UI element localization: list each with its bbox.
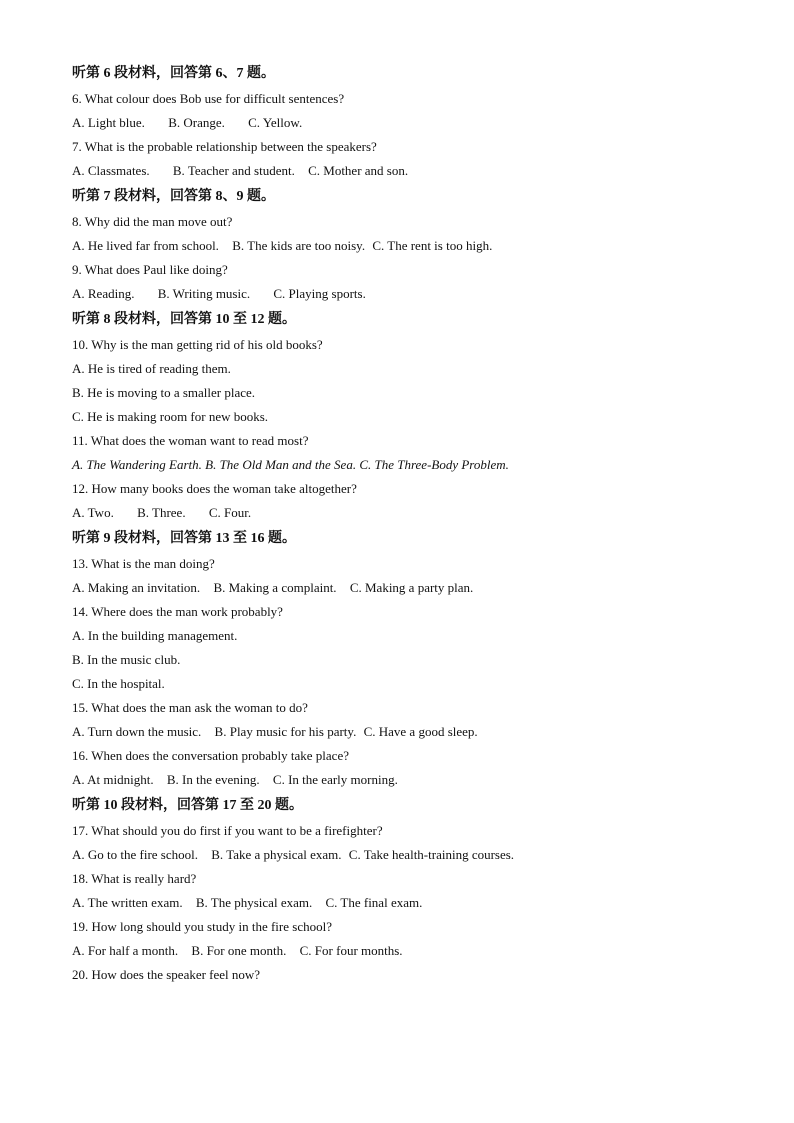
options-row	[72, 576, 732, 600]
section-heading: 听第 8 段材料，回答第 10 至 12 题。	[72, 312, 296, 327]
question: 16. When does the conversation probably take place?	[72, 748, 349, 763]
question: 18. What is really hard?	[72, 871, 197, 886]
option-b: B. The kids are too noisy.	[232, 238, 366, 253]
options-row	[72, 111, 732, 135]
option-b: B. The Old Man and the Sea.	[205, 457, 357, 472]
options-row	[72, 501, 732, 525]
option-b: B. Three.	[137, 505, 186, 520]
exam-page	[72, 60, 732, 987]
option-c: C. Yellow.	[248, 115, 303, 130]
option-b: B. Take a physical exam.	[211, 847, 342, 862]
option-c: C. The Three-Body Problem.	[359, 457, 509, 472]
option-c: C. Mother and son.	[308, 163, 409, 178]
options-row	[72, 891, 732, 915]
option-b: B. Making a complaint.	[213, 580, 337, 595]
option-a: A. In the building management.	[72, 628, 238, 643]
options-row	[72, 453, 732, 477]
options-row	[72, 720, 732, 744]
option-b: B. In the evening.	[166, 772, 260, 787]
options-row	[72, 282, 732, 306]
option-b: B. He is moving to a smaller place.	[72, 385, 256, 400]
question: 14. Where does the man work probably?	[72, 604, 283, 619]
option-a: A. The Wandering Earth.	[72, 457, 202, 472]
option-a: A. Making an invitation.	[72, 580, 201, 595]
option-c: C. Have a good sleep.	[363, 724, 478, 739]
question: 11. What does the woman want to read most?	[72, 433, 309, 448]
option-b: B. Orange.	[168, 115, 225, 130]
option-c: C. In the early morning.	[272, 772, 398, 787]
options-row	[72, 843, 732, 867]
option-a: A. He lived far from school.	[72, 238, 219, 253]
option-b: B. In the music club.	[72, 652, 181, 667]
option-a: A. Turn down the music.	[72, 724, 202, 739]
option-a: A. At midnight.	[72, 772, 154, 787]
option-b: B. Teacher and student.	[172, 163, 295, 178]
section-heading: 听第 6 段材料，回答第 6、7 题。	[72, 66, 275, 81]
option-b: B. Writing music.	[157, 286, 251, 301]
question: 17. What should you do first if you want to be a firefighter?	[72, 823, 383, 838]
options-row	[72, 768, 732, 792]
option-a: A. For half a month.	[72, 943, 179, 958]
question: 12. How many books does the woman take altogether?	[72, 481, 357, 496]
option-c: C. The final exam.	[325, 895, 423, 910]
question: 20. How does the speaker feel now?	[72, 967, 261, 982]
options-row	[72, 939, 732, 963]
option-a: A. Reading.	[72, 286, 135, 301]
option-b: B. Play music for his party.	[214, 724, 357, 739]
option-c: C. For four months.	[299, 943, 403, 958]
option-b: B. The physical exam.	[195, 895, 313, 910]
question: 19. How long should you study in the fire school?	[72, 919, 332, 934]
option-c: C. Take health-training courses.	[348, 847, 515, 862]
question: 8. Why did the man move out?	[72, 214, 233, 229]
option-c: C. Making a party plan.	[349, 580, 474, 595]
option-c: C. Four.	[208, 505, 252, 520]
option-a: A. Go to the fire school.	[72, 847, 199, 862]
section-heading: 听第 10 段材料，回答第 17 至 20 题。	[72, 798, 303, 813]
option-a: A. Classmates.	[72, 163, 150, 178]
question: 7. What is the probable relationship between the speakers?	[72, 139, 377, 154]
question: 15. What does the man ask the woman to do?	[72, 700, 308, 715]
option-a: A. Light blue.	[72, 115, 145, 130]
section-heading: 听第 7 段材料，回答第 8、9 题。	[72, 189, 275, 204]
section-heading: 听第 9 段材料，回答第 13 至 16 题。	[72, 531, 296, 546]
options-row	[72, 159, 732, 183]
question: 10. Why is the man getting rid of his old books?	[72, 337, 323, 352]
option-c: C. He is making room for new books.	[72, 409, 269, 424]
question: 9. What does Paul like doing?	[72, 262, 228, 277]
option-c: C. In the hospital.	[72, 676, 165, 691]
option-a: A. The written exam.	[72, 895, 183, 910]
question: 13. What is the man doing?	[72, 556, 215, 571]
option-a: A. He is tired of reading them.	[72, 361, 231, 376]
option-c: C. The rent is too high.	[372, 238, 493, 253]
options-row	[72, 234, 732, 258]
question: 6. What colour does Bob use for difficult sentences?	[72, 91, 345, 106]
option-b: B. For one month.	[191, 943, 287, 958]
option-c: C. Playing sports.	[273, 286, 366, 301]
option-a: A. Two.	[72, 505, 114, 520]
